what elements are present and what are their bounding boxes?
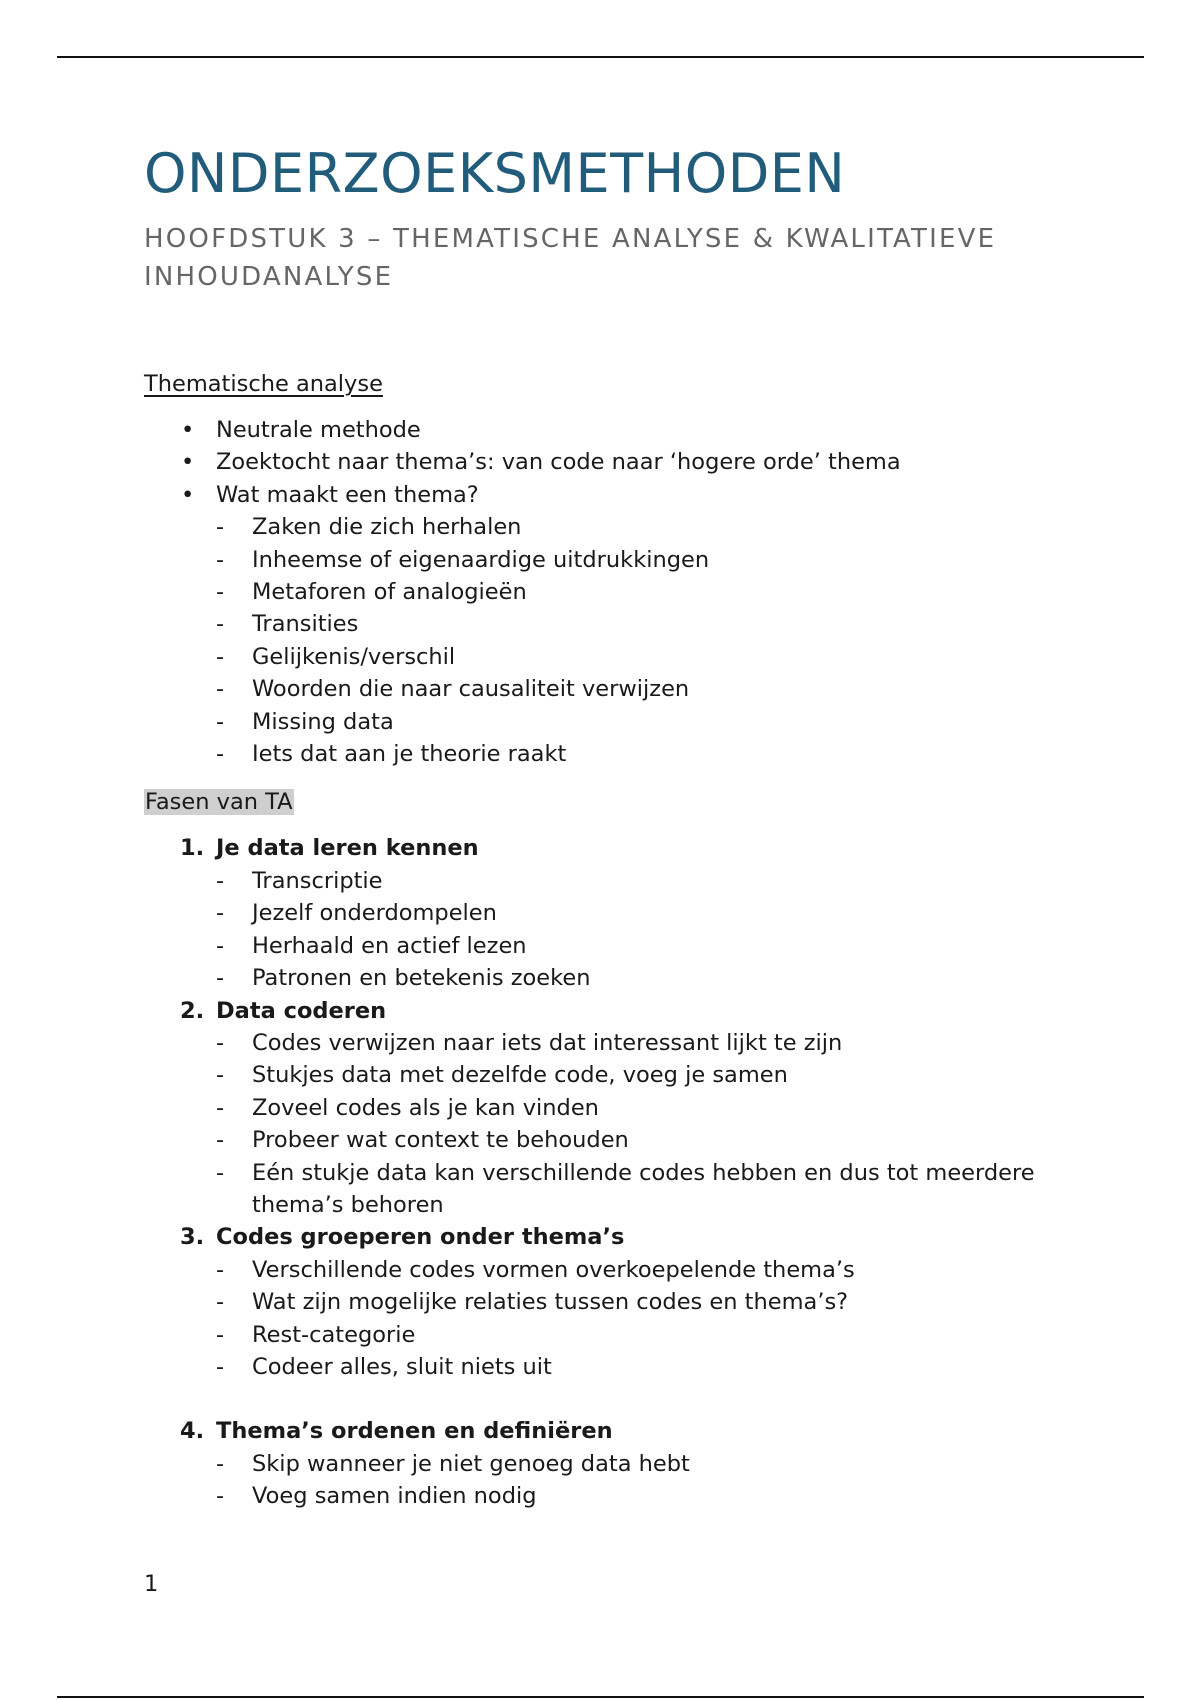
sub-list-item-text: Probeer wat context te behouden [252, 1127, 629, 1154]
sub-list-item [144, 1092, 1064, 1124]
sub-list-item-text: Zoveel codes als je kan vinden [252, 1094, 599, 1121]
phase-item [144, 832, 1064, 994]
list-item [144, 446, 1064, 478]
sub-list-item [144, 865, 1064, 897]
sub-list-item-text: Woorden die naar causaliteit verwijzen [252, 676, 690, 703]
phase-title [144, 995, 1064, 1027]
sub-list-item-text: Iets dat aan je theorie raakt [252, 741, 567, 768]
list-item-text: Wat maakt een thema? [216, 481, 479, 508]
bullet-icon: • [181, 481, 195, 508]
list-item [144, 414, 1064, 446]
sub-list-item [144, 641, 1064, 673]
section-heading [144, 368, 1064, 400]
sub-list-item [144, 1254, 1064, 1286]
section-heading [144, 786, 1064, 818]
dash-icon: - [216, 1289, 225, 1316]
sub-list-item-text: Metaforen of analogieën [252, 579, 527, 606]
section-heading-text: Fasen van TA [145, 789, 293, 816]
sub-list-item [144, 706, 1064, 738]
dash-icon: - [216, 1062, 225, 1089]
phase-item [144, 1415, 1064, 1512]
sub-list-item [144, 1319, 1064, 1351]
header-rule [57, 56, 1144, 58]
dash-icon: - [216, 1256, 225, 1283]
sub-list-item-text: Transities [252, 611, 359, 638]
sub-list-item [144, 1448, 1064, 1480]
list-item-text: Zoektocht naar thema’s: van code naar ‘hogere orde’ thema [216, 449, 901, 476]
sub-list [144, 865, 1064, 995]
sub-list-item-text: Codeer alles, sluit niets uit [252, 1353, 552, 1380]
sub-list-item [144, 962, 1064, 994]
sub-list-item-text: Missing data [252, 708, 394, 735]
bullet-list [144, 414, 1064, 511]
sub-list-item-text: Wat zijn mogelijke relaties tussen codes en thema’s? [252, 1289, 849, 1316]
phase-title [144, 1415, 1064, 1447]
section-heading-text: Thematische analyse [144, 371, 383, 397]
list-item [144, 479, 1064, 511]
dash-icon: - [216, 1029, 225, 1056]
dash-icon: - [216, 1483, 225, 1510]
sub-list-item-text: Eén stukje data kan verschillende codes hebben en dus tot meerdere thema’s behoren [252, 1159, 1035, 1218]
sub-list [144, 1027, 1064, 1221]
dash-icon: - [216, 643, 225, 670]
sub-list-item [144, 1059, 1064, 1091]
sub-list-item [144, 608, 1064, 640]
phase-number: 3. [180, 1224, 205, 1251]
phase-list [144, 832, 1064, 1512]
sub-list-item-text: Patronen en betekenis zoeken [252, 965, 591, 992]
phase-number: 4. [180, 1418, 205, 1445]
sub-list-item [144, 1027, 1064, 1059]
sub-list-item-text: Voeg samen indien nodig [252, 1483, 537, 1510]
sub-list-item-text: Herhaald en actief lezen [252, 932, 527, 959]
sub-list-item-text: Jezelf onderdompelen [252, 900, 497, 927]
phase-number: 1. [180, 835, 205, 862]
section-thematische-analyse [144, 368, 1064, 770]
sub-list-item [144, 1124, 1064, 1156]
sub-list-item-text: Rest-categorie [252, 1321, 416, 1348]
sub-list-item [144, 738, 1064, 770]
bullet-icon: • [181, 417, 195, 443]
document-title: ONDERZOEKSMETHODEN [144, 142, 846, 205]
dash-icon: - [216, 579, 225, 606]
dash-icon: - [216, 514, 225, 541]
phase-title [144, 832, 1064, 864]
phase-title-text: Data coderen [216, 997, 387, 1024]
phase-title-text: Je data leren kennen [216, 835, 479, 862]
dash-icon: - [216, 1321, 225, 1348]
phase-title-text: Thema’s ordenen en definiëren [216, 1418, 613, 1445]
sub-list-item-text: Skip wanneer je niet genoeg data hebt [252, 1450, 690, 1477]
phase-number: 2. [180, 997, 205, 1024]
dash-icon: - [216, 611, 225, 638]
list-item-text: Neutrale methode [216, 417, 421, 443]
dash-icon: - [216, 965, 225, 992]
page-number: 1 [144, 1571, 159, 1597]
dash-icon: - [216, 741, 225, 768]
sub-list-item [144, 511, 1064, 543]
sub-list-item-text: Verschillende codes vormen overkoepelende thema’s [252, 1256, 855, 1283]
sub-list-item [144, 673, 1064, 705]
sub-list-item [144, 1480, 1064, 1512]
sub-list-item [144, 576, 1064, 608]
sub-list-item [144, 544, 1064, 576]
document-body [144, 138, 1064, 1513]
phase-item [144, 995, 1064, 1222]
dash-icon: - [216, 708, 225, 735]
dash-icon: - [216, 932, 225, 959]
sub-list-item-text: Codes verwijzen naar iets dat interessant lijkt te zijn [252, 1029, 843, 1056]
sub-list-item-text: Transcriptie [252, 867, 383, 894]
sub-list-item-text: Zaken die zich herhalen [252, 514, 522, 541]
footer-rule [57, 1696, 1144, 1698]
sub-list-item [144, 1157, 1064, 1222]
sub-list [144, 511, 1064, 770]
section-fasen-van-ta [144, 786, 1064, 1512]
dash-icon: - [216, 1127, 225, 1154]
sub-list-item-text: Gelijkenis/verschil [252, 643, 456, 670]
sub-list-item [144, 930, 1064, 962]
dash-icon: - [216, 1094, 225, 1121]
phase-title-text: Codes groeperen onder thema’s [216, 1224, 625, 1251]
dash-icon: - [216, 867, 225, 894]
sub-list-item-text: Inheemse of eigenaardige uitdrukkingen [252, 546, 710, 573]
sub-list-item-text: Stukjes data met dezelfde code, voeg je samen [252, 1062, 788, 1089]
dash-icon: - [216, 546, 225, 573]
sub-list-item [144, 1286, 1064, 1318]
sub-list [144, 1448, 1064, 1513]
dash-icon: - [216, 900, 225, 927]
sub-list-item [144, 1351, 1064, 1383]
phase-item [144, 1221, 1064, 1383]
sub-list-item [144, 897, 1064, 929]
dash-icon: - [216, 1159, 225, 1186]
document-subtitle: HOOFDSTUK 3 – THEMATISCHE ANALYSE & KWALITATIEVE INHOUDANALYSE [144, 224, 997, 292]
dash-icon: - [216, 1353, 225, 1380]
sub-list [144, 1254, 1064, 1384]
bullet-icon: • [181, 449, 195, 476]
dash-icon: - [216, 1450, 225, 1477]
phase-title [144, 1221, 1064, 1253]
dash-icon: - [216, 676, 225, 703]
